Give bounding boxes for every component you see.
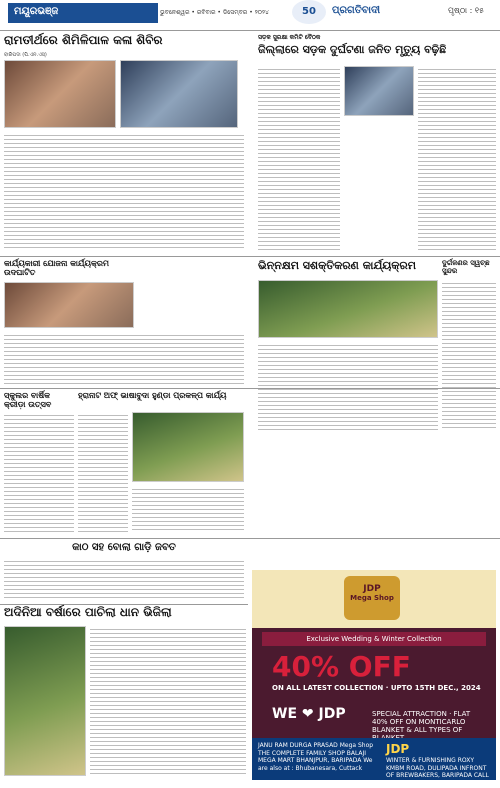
story-body-prakalpa (78, 412, 128, 532)
story-photo-dhana (4, 626, 86, 776)
ad-footer-right (386, 742, 490, 787)
story-title-kala-shibir: ରାମତୀର୍ଥରେ ଶିମିଳିପାଳ କଳା ଶିବିର (4, 33, 163, 47)
anniversary-badge: 50 (292, 0, 326, 24)
story-body-sadak-2 (418, 66, 496, 250)
ad-we-love: WE ❤ JDP (272, 706, 346, 722)
section-tag: ମୟୂରଭଞ୍ଜ (8, 3, 158, 23)
ad-footer-right-text: WINTER & FURNISHING ROXY KMBM ROAD, DULIPADA INFRONT OF BREWBAKERS, BARIPADA CALL : 06792291156 (386, 757, 489, 787)
jdp-advertisement[interactable] (252, 570, 496, 787)
ad-logo-sub: Mega Shop (350, 594, 394, 602)
story-title-karyakrama: କାର୍ଯ୍ୟକାରୀ ଯୋଜନା କାର୍ଯ୍ୟକ୍ରମ ଉଦଘାଟିତ (4, 259, 109, 277)
story-body-sadak (258, 66, 340, 250)
ad-logo-text: JDP (363, 584, 381, 594)
ad-footer (252, 738, 496, 787)
story-kicker-sadak: ସଡ଼କ ସୁରକ୍ଷା କମିଟି ବୈଠକ (258, 34, 321, 41)
story-body-bhinnakshyam (258, 342, 438, 432)
ad-footer-left: JANU RAM DURGA PRASAD Mega Shop THE COMPLETE FAMILY SHOP BALAJI MEGA MART BHANJPUR, BARIPADA We are also at : Bhubanesara, Cuttack (258, 742, 374, 772)
story-title-sport: ସ୍କୁଲର ବାର୍ଷିକ କ୍ରୀଡ଼ା ଉତ୍ସବ (4, 391, 52, 409)
story-photo-kala-shibir (4, 60, 116, 128)
story-photo-sadak (344, 66, 414, 116)
ad-special: SPECIAL ATTRACTION · FLAT 40% OFF ON MONTICARLO BLANKET & ALL TYPES OF (372, 710, 471, 734)
story-body-durgalana (442, 280, 496, 430)
story-byline-kala-shibir: ବାରିପଦା (ପି.ଏନ.ଏସ୍) (4, 52, 47, 58)
jdp-logo (344, 576, 400, 620)
story-body-karyakrama (4, 332, 244, 384)
story-photo-kala-shibir-2 (120, 60, 238, 128)
story-photo-karyakrama (4, 282, 134, 328)
story-title-kath: କାଠ ସହ ବୋଲା ଗାଡ଼ି ଜବତ (72, 542, 176, 553)
story-title-prakalpa: ହ୍ରାନାଟ ଅଫ୍ ଭାଷାବୁଦା ହୁଣ୍ଡା ପ୍ରକଳ୍ପ କାର୍ଯ୍ୟ (78, 391, 227, 400)
story-body-kath (4, 558, 244, 600)
story-body-prakalpa-2 (132, 486, 244, 532)
story-title-sadak: ଜିଲ୍ଲାରେ ସଡ଼କ ଦୁର୍ଘଟଣା ଜନିତ ମୃତ୍ୟୁ ବଢ଼ିଛି (258, 43, 447, 56)
story-title-durgalana: ଦୁର୍ଗଳଣର ସ୍ୱଚ୍ଛ ସୁନ୍ଦର (442, 259, 490, 275)
ad-banner: Exclusive Wedding & Winter Collection (262, 632, 486, 646)
story-body-dhana (90, 626, 246, 776)
story-title-bhinnakshyam: ଭିନ୍ନକ୍ଷମ ସଶକ୍ତିକରଣ କାର୍ଯ୍ୟକ୍ରମ (258, 259, 416, 272)
page-number: ପୃଷ୍ଠା : ୧୫ (448, 6, 484, 15)
story-body-sport (4, 412, 74, 532)
story-body-kala-shibir (4, 132, 244, 250)
story-title-dhana: ଅଦିନିଆ ବର୍ଷାରେ ପାଚିଲା ଧାନ ଭିଜିଲା (4, 605, 172, 619)
story-photo-prakalpa (132, 412, 244, 482)
ad-header (252, 570, 496, 628)
ad-footer-brand: JDP (386, 742, 410, 756)
ad-offer-sub: ON ALL LATEST COLLECTION · UPTO 15TH DEC., 2024 (272, 684, 481, 692)
newspaper-brand: ପ୍ରଗତିବାଦୀ (332, 5, 381, 16)
ad-offer: 40% OFF (272, 650, 411, 683)
masthead (0, 0, 500, 30)
story-photo-bhinnakshyam (258, 280, 438, 338)
masthead-subline: ଭୁବନେଶ୍ୱର • ରବିବାର • ଡିସେମ୍ବର • ୨୦୨୪ (160, 9, 269, 16)
